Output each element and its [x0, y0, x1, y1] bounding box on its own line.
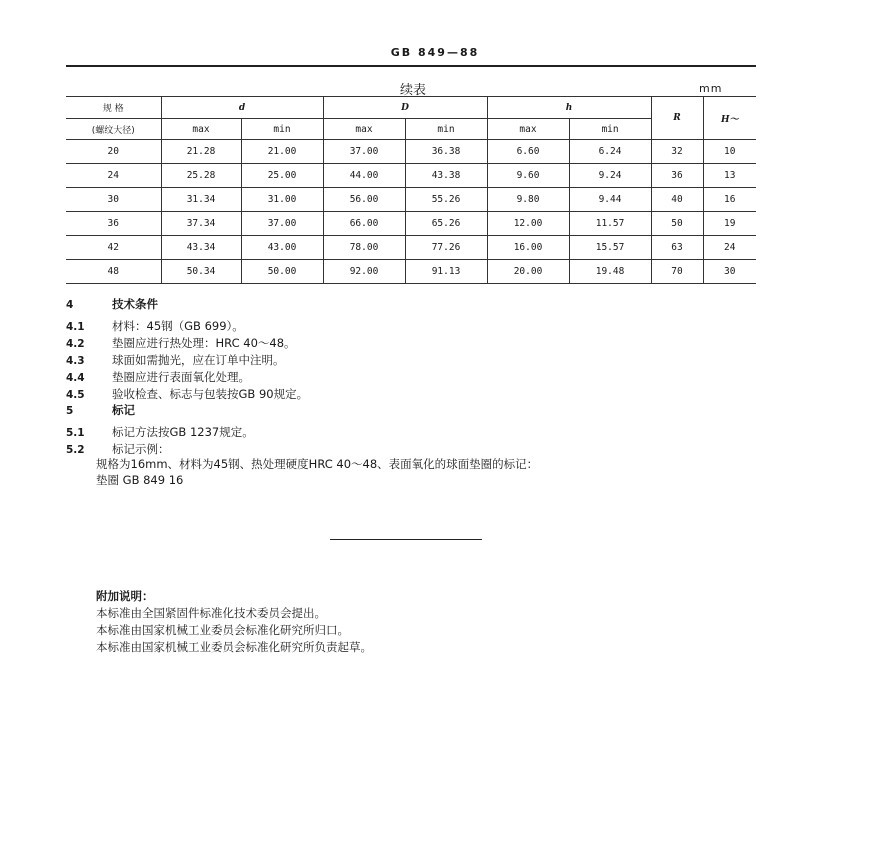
- table-cell: 20.00: [487, 260, 569, 284]
- table-cell: 12.00: [487, 212, 569, 236]
- col-d-max: max: [161, 119, 241, 140]
- table-cell: 50: [651, 212, 703, 236]
- col-D-min: min: [405, 119, 487, 140]
- table-cell: 6.60: [487, 140, 569, 164]
- example-description: 规格为16mm、材料为45钢、热处理硬度HRC 40～48、表面氧化的球面垫圈的标记：: [96, 457, 539, 471]
- section5-heading: [66, 402, 135, 419]
- table-cell: 50.34: [161, 260, 241, 284]
- table-unit: mm: [699, 82, 723, 95]
- table-cell: 25.28: [161, 164, 241, 188]
- table-row: [66, 212, 756, 236]
- item-text: 标记方法按GB 1237规定。: [112, 425, 254, 439]
- additional-notes: [96, 588, 372, 656]
- table-cell: 30: [66, 188, 161, 212]
- notes-line: 本标准由国家机械工业委员会标准化研究所归口。: [96, 623, 349, 637]
- list-item: [66, 386, 308, 403]
- col-H-header: H～: [703, 97, 756, 140]
- table-cell: 43.00: [241, 236, 323, 260]
- col-h-header: h: [487, 97, 651, 119]
- item-number: 4.4: [66, 372, 85, 384]
- list-item: [66, 352, 308, 369]
- section4-heading: [66, 296, 158, 313]
- dimension-table: [66, 96, 756, 284]
- table-cell: 92.00: [323, 260, 405, 284]
- table-cell: 32: [651, 140, 703, 164]
- table-cell: 37.00: [323, 140, 405, 164]
- list-item: [66, 318, 308, 335]
- item-number: 4.1: [66, 321, 85, 333]
- table-cell: 9.44: [569, 188, 651, 212]
- list-item: [66, 335, 308, 352]
- item-number: 4.3: [66, 355, 85, 367]
- list-item: [66, 369, 308, 386]
- table-cell: 78.00: [323, 236, 405, 260]
- col-D-max: max: [323, 119, 405, 140]
- table-row: [66, 260, 756, 284]
- list-item: [66, 424, 254, 441]
- notes-line: 本标准由全国紧固件标准化技术委员会提出。: [96, 606, 326, 620]
- table-cell: 36: [651, 164, 703, 188]
- col-spec-header: 规 格: [66, 97, 161, 119]
- table-cell: 31.00: [241, 188, 323, 212]
- table-cell: 30: [703, 260, 756, 284]
- table-row: [66, 188, 756, 212]
- table-row: [66, 164, 756, 188]
- table-cell: 43.38: [405, 164, 487, 188]
- col-D-header: D: [323, 97, 487, 119]
- table-cell: 36: [66, 212, 161, 236]
- table-cell: 21.00: [241, 140, 323, 164]
- col-d-min: min: [241, 119, 323, 140]
- table-cell: 42: [66, 236, 161, 260]
- table-cell: 24: [703, 236, 756, 260]
- table-caption: 续表: [400, 83, 427, 98]
- section5-title: 标记: [112, 403, 135, 417]
- notes-line: 本标准由国家机械工业委员会标准化研究所负责起草。: [96, 640, 372, 654]
- table-cell: 9.60: [487, 164, 569, 188]
- table-cell: 37.34: [161, 212, 241, 236]
- table-body: [66, 140, 756, 284]
- table-row: [66, 236, 756, 260]
- col-h-max: max: [487, 119, 569, 140]
- table-cell: 56.00: [323, 188, 405, 212]
- table-cell: 13: [703, 164, 756, 188]
- marking-example: [96, 456, 538, 488]
- item-text: 垫圈应进行表面氧化处理。: [112, 370, 250, 384]
- col-d-header: d: [161, 97, 323, 119]
- table-cell: 66.00: [323, 212, 405, 236]
- table-cell: 15.57: [569, 236, 651, 260]
- section4-list: [66, 318, 308, 403]
- item-number: 5.2: [66, 444, 85, 456]
- table-cell: 91.13: [405, 260, 487, 284]
- table-cell: 55.26: [405, 188, 487, 212]
- item-number: 4.2: [66, 338, 85, 350]
- table-cell: 10: [703, 140, 756, 164]
- table-cell: 44.00: [323, 164, 405, 188]
- table-cell: 50.00: [241, 260, 323, 284]
- table-cell: 6.24: [569, 140, 651, 164]
- section5-list: [66, 424, 254, 458]
- header-rule: [66, 65, 756, 67]
- table-cell: 43.34: [161, 236, 241, 260]
- table-cell: 9.24: [569, 164, 651, 188]
- section4-title: 技术条件: [112, 297, 158, 311]
- table-cell: 25.00: [241, 164, 323, 188]
- item-number: 4.5: [66, 389, 85, 401]
- table-cell: 31.34: [161, 188, 241, 212]
- table-cell: 19.48: [569, 260, 651, 284]
- table-cell: 65.26: [405, 212, 487, 236]
- table-cell: 21.28: [161, 140, 241, 164]
- table-cell: 48: [66, 260, 161, 284]
- item-text: 垫圈应进行热处理：HRC 40～48。: [112, 336, 296, 350]
- table-cell: 77.26: [405, 236, 487, 260]
- item-text: 球面如需抛光，应在订单中注明。: [112, 353, 285, 367]
- table-cell: 40: [651, 188, 703, 212]
- item-text: 标记示例：: [112, 442, 170, 456]
- section5-number: 5: [66, 405, 74, 417]
- table-cell: 16: [703, 188, 756, 212]
- example-marking: 垫圈 GB 849 16: [96, 473, 184, 487]
- table-row: [66, 140, 756, 164]
- table-cell: 24: [66, 164, 161, 188]
- col-spec-subheader: (螺纹大径): [66, 119, 161, 140]
- col-h-min: min: [569, 119, 651, 140]
- notes-title: 附加说明：: [96, 589, 154, 603]
- table-cell: 36.38: [405, 140, 487, 164]
- col-R-header: R: [651, 97, 703, 140]
- table-cell: 11.57: [569, 212, 651, 236]
- item-text: 材料：45钢（GB 699）。: [112, 319, 244, 333]
- table-cell: 37.00: [241, 212, 323, 236]
- table-cell: 19: [703, 212, 756, 236]
- section4-number: 4: [66, 299, 74, 311]
- item-text: 验收检查、标志与包装按GB 90规定。: [112, 387, 309, 401]
- document-header: GB 849—88: [390, 46, 480, 59]
- table-cell: 16.00: [487, 236, 569, 260]
- table-cell: 20: [66, 140, 161, 164]
- table-cell: 70: [651, 260, 703, 284]
- table-cell: 63: [651, 236, 703, 260]
- item-number: 5.1: [66, 427, 85, 439]
- table-cell: 9.80: [487, 188, 569, 212]
- end-rule: [330, 539, 482, 540]
